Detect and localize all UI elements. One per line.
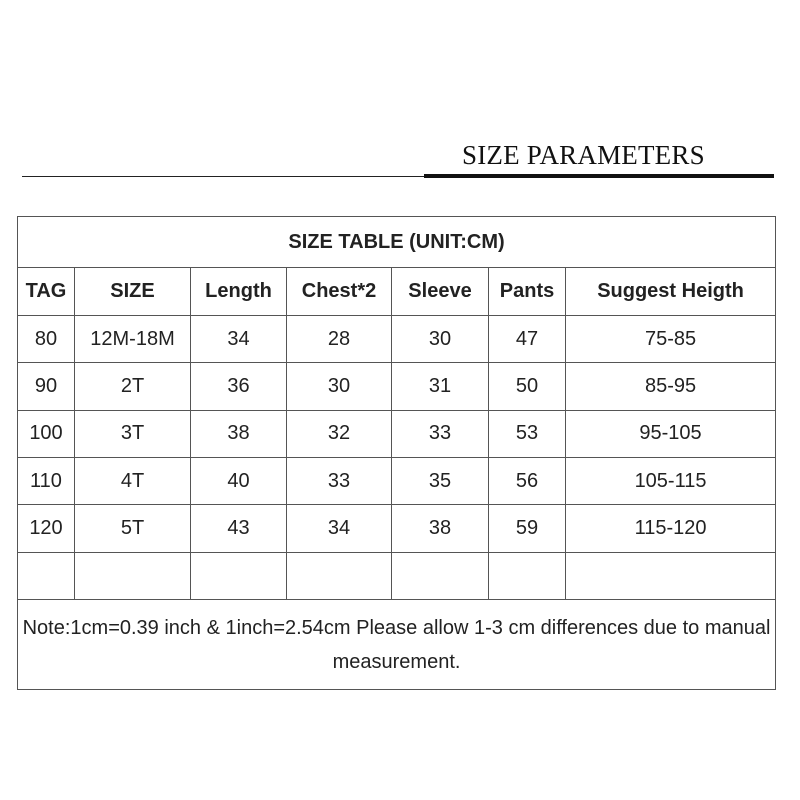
- table-cell: 2T: [75, 363, 191, 410]
- table-row: [18, 315, 776, 362]
- table-cell: 43: [191, 505, 287, 552]
- table-cell: 30: [287, 363, 392, 410]
- table-cell: 40: [191, 457, 287, 504]
- empty-cell: [191, 552, 287, 599]
- table-cell: 34: [287, 505, 392, 552]
- table-cell: 12M-18M: [75, 315, 191, 362]
- table-row: [18, 363, 776, 410]
- table-cell: 36: [191, 363, 287, 410]
- table-cell: 5T: [75, 505, 191, 552]
- table-cell: 38: [392, 505, 489, 552]
- table-cell: 32: [287, 410, 392, 457]
- note-row: [18, 600, 776, 690]
- table-cell: 95-105: [566, 410, 776, 457]
- column-header: Length: [191, 268, 287, 315]
- table-cell: 3T: [75, 410, 191, 457]
- empty-cell: [489, 552, 566, 599]
- column-header: Chest*2: [287, 268, 392, 315]
- empty-cell: [18, 552, 75, 599]
- column-header: TAG: [18, 268, 75, 315]
- table-cell: 85-95: [566, 363, 776, 410]
- size-table: [17, 216, 776, 690]
- table-cell: 47: [489, 315, 566, 362]
- table-cell: 56: [489, 457, 566, 504]
- table-row: [18, 457, 776, 504]
- table-cell: 105-115: [566, 457, 776, 504]
- empty-table-row: [18, 552, 776, 599]
- table-cell: 50: [489, 363, 566, 410]
- column-header: SIZE: [75, 268, 191, 315]
- column-header: Suggest Heigth: [566, 268, 776, 315]
- measurement-note: Note:1cm=0.39 inch & 1inch=2.54cm Please allow 1-3 cm differences due to manual measurement.: [18, 600, 776, 690]
- table-cell: 120: [18, 505, 75, 552]
- table-header-row: [18, 268, 776, 315]
- table-cell: 31: [392, 363, 489, 410]
- empty-cell: [287, 552, 392, 599]
- empty-cell: [75, 552, 191, 599]
- column-header: Pants: [489, 268, 566, 315]
- table-cell: 100: [18, 410, 75, 457]
- table-cell: 110: [18, 457, 75, 504]
- table-cell: 115-120: [566, 505, 776, 552]
- table-cell: 28: [287, 315, 392, 362]
- table-cell: 4T: [75, 457, 191, 504]
- table-cell: 33: [287, 457, 392, 504]
- table-cell: 90: [18, 363, 75, 410]
- table-cell: 53: [489, 410, 566, 457]
- table-row: [18, 410, 776, 457]
- table-row: [18, 505, 776, 552]
- table-cell: 33: [392, 410, 489, 457]
- table-cell: 80: [18, 315, 75, 362]
- heading-rule-thin: [22, 176, 442, 177]
- table-title: SIZE TABLE (UNIT:CM): [18, 217, 776, 268]
- heading-rule-thick: [424, 174, 774, 178]
- empty-cell: [392, 552, 489, 599]
- empty-cell: [566, 552, 776, 599]
- column-header: Sleeve: [392, 268, 489, 315]
- table-cell: 38: [191, 410, 287, 457]
- table-cell: 30: [392, 315, 489, 362]
- table-cell: 35: [392, 457, 489, 504]
- table-title-row: [18, 217, 776, 268]
- table-cell: 34: [191, 315, 287, 362]
- page-heading: SIZE PARAMETERS: [462, 140, 705, 170]
- table-cell: 59: [489, 505, 566, 552]
- table-cell: 75-85: [566, 315, 776, 362]
